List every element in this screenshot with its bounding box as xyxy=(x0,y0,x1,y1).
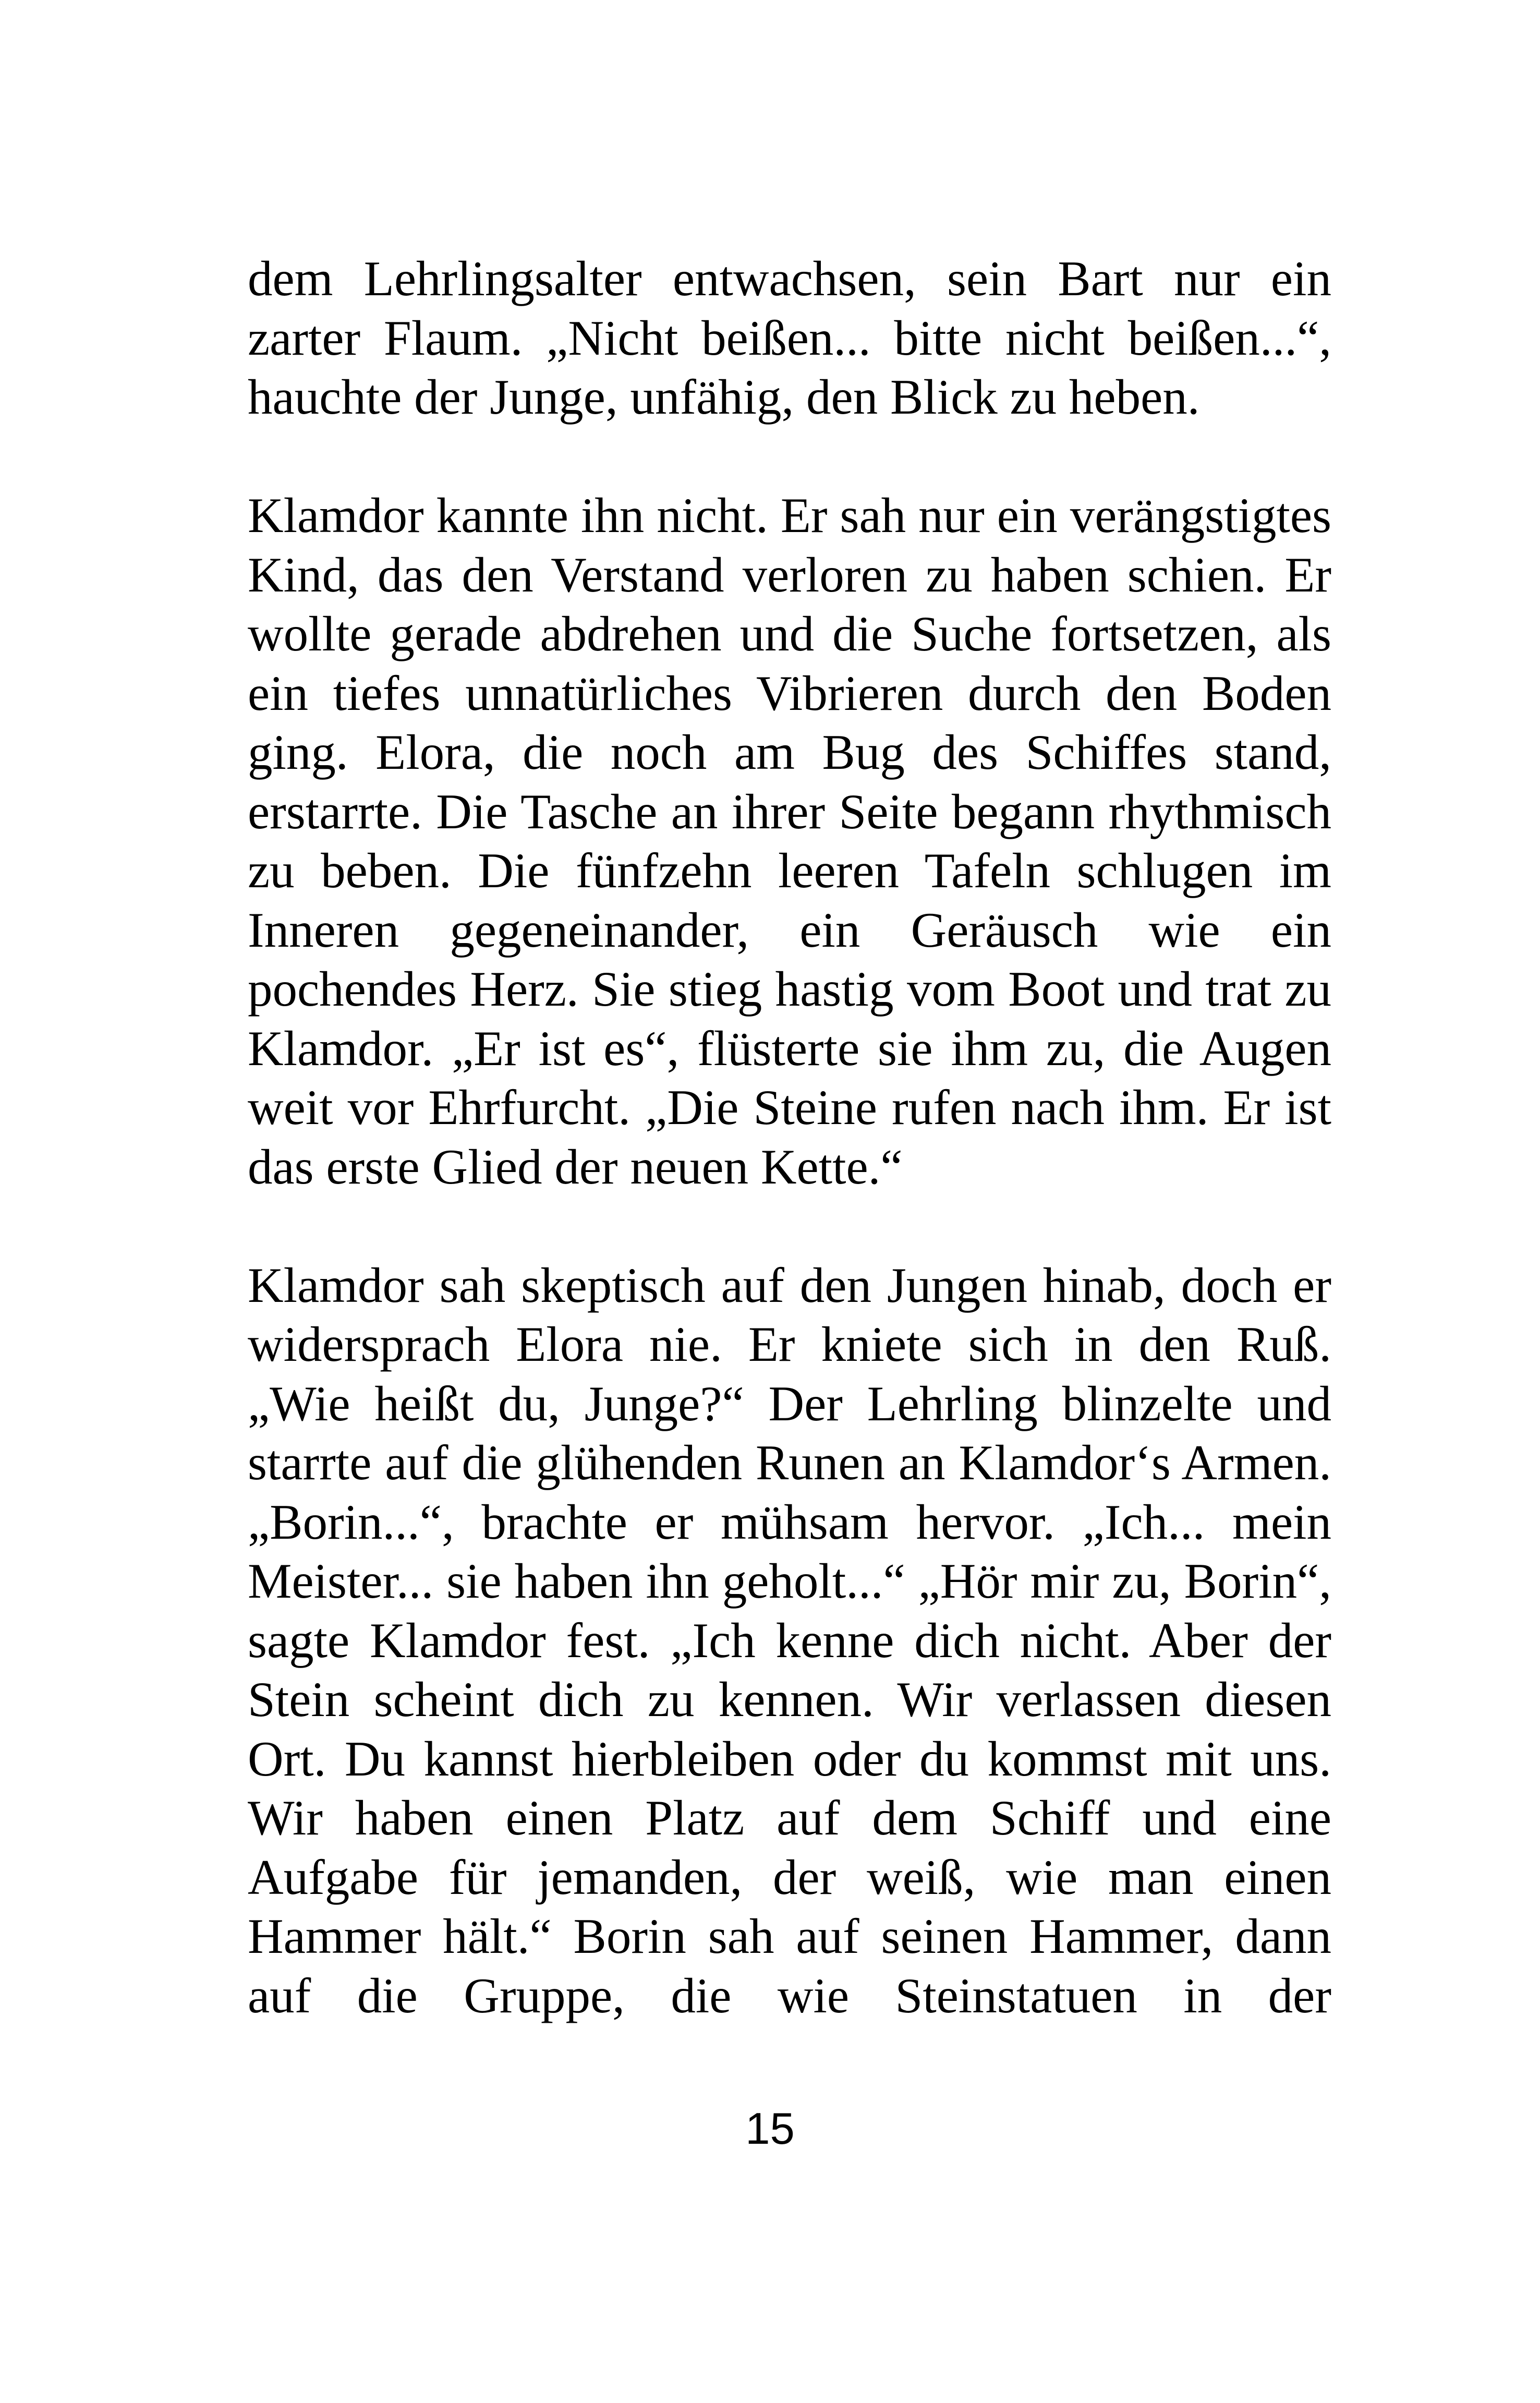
paragraph-2: Klamdor kannte ihn nicht. Er sah nur ein verängstigtes Kind, das den Verstand verloren zu haben schien. Er wollte gerade abdrehen und die Suche fortsetzen, als ein tiefes unnatürliches Vibrieren durch den Boden ging. Elora, die noch am Bug des Schiffes stand, erstarrte. Die Tasche an ihrer Seite begann rhythmisch zu beben. Die fünfzehn leeren Tafeln schlugen im Inneren gegeneinander, ein Geräusch wie ein pochendes Herz. Sie stieg hastig vom Boot und trat zu Klamdor. „Er ist es“, flüsterte sie ihm zu, die Augen weit vor Ehrfurcht. „Die Steine rufen nach ihm. Er ist das erste Glied der neuen Kette.“ xyxy=(248,488,1331,1194)
paragraph-gap xyxy=(248,1197,1331,1256)
paragraph-3: Klamdor sah skeptisch auf den Jungen hinab, doch er widersprach Elora nie. Er kniete sich in den Ruß. „Wie heißt du, Junge?“ Der Lehrling blinzelte und starrte auf die glühenden Runen an Klamdor‘s Armen. „Borin...“, brachte er mühsam hervor. „Ich... mein Meister... sie haben ihn geholt...“ „Hör mir zu, Borin“, sagte Klamdor fest. „Ich kenne dich nicht. Aber der Stein scheint dich zu kennen. Wir verlassen diesen Ort. Du kannst hierbleiben oder du kommst mit uns. Wir haben einen Platz auf dem Schiff und eine Aufgabe für jemanden, der weiß, wie man einen Hammer hält.“ Borin sah auf seinen Hammer, dann auf die Gruppe, die wie Steinstatuen in der xyxy=(248,1257,1331,2023)
body-text xyxy=(248,249,1331,2025)
paragraph-gap xyxy=(248,427,1331,487)
paragraph-1: dem Lehrlingsalter entwachsen, sein Bart nur ein zarter Flaum. „Nicht beißen... bitte nicht beißen...“, hauchte der Junge, unfähig, den Blick zu heben. xyxy=(248,251,1331,425)
page-number: 15 xyxy=(745,2104,795,2154)
